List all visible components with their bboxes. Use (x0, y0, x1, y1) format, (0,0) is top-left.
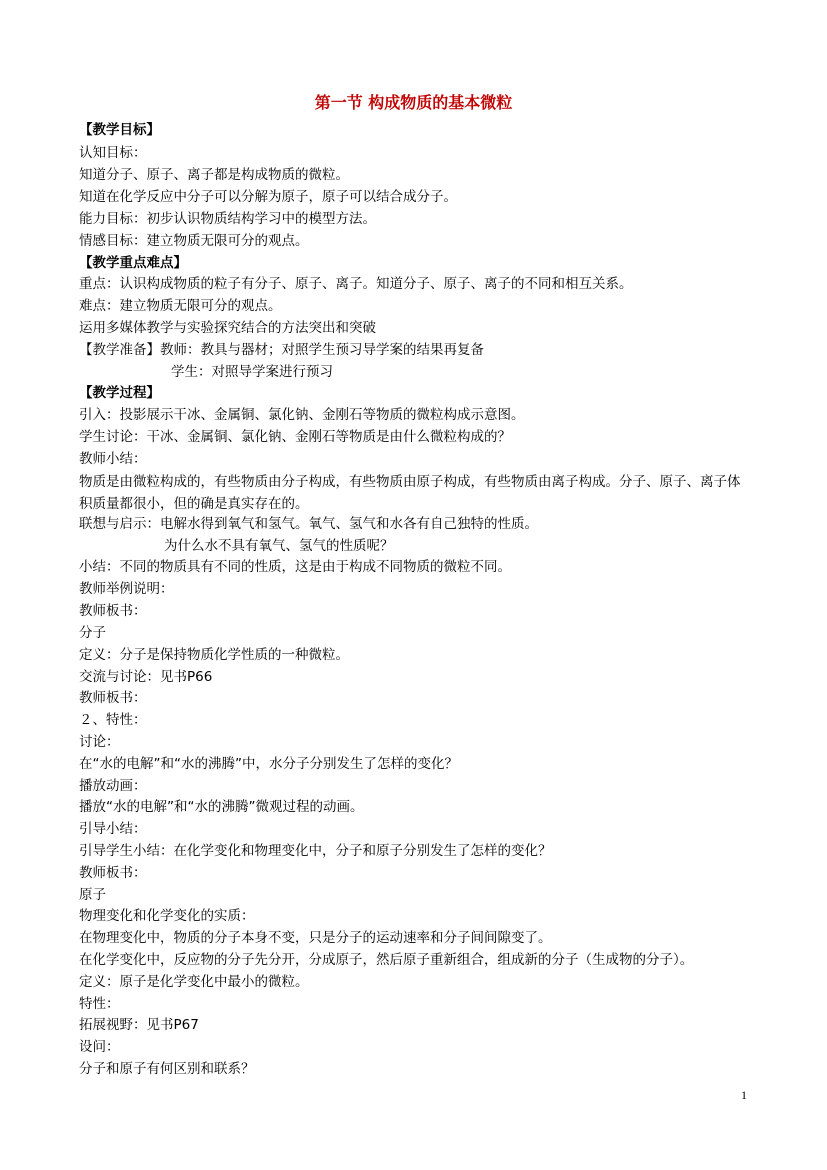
text-line: 认知目标： (79, 145, 147, 161)
page-number: 1 (741, 1088, 747, 1102)
text-line: 分子 (79, 625, 106, 641)
text-line: 知道在化学反应中分子可以分解为原子，原子可以结合成分子。 (79, 189, 457, 205)
text-line: 物理变化和化学变化的实质： (79, 908, 255, 924)
text-line: ２、特性： (79, 712, 147, 728)
text-line: 教师板书： (79, 603, 147, 619)
text-line: 学生讨论：干冰、金属铜、氯化钠、金刚石等物质是由什么微粒构成的？ (79, 429, 511, 445)
text-line: 教师举例说明： (79, 581, 174, 597)
text-line: 定义：分子是保持物质化学性质的一种微粒。 (79, 647, 349, 663)
text-line: 能力目标：初步认识物质结构学习中的模型方法。 (79, 211, 376, 227)
text-line: 难点：建立物质无限可分的观点。 (79, 298, 282, 314)
text-line: 特性： (79, 996, 120, 1012)
text-line: 引导学生小结：在化学变化和物理变化中，分子和原子分别发生了怎样的变化？ (79, 843, 552, 859)
text-line: 重点：认识构成物质的粒子有分子、原子、离子。知道分子、原子、离子的不同和相互关系。 (79, 276, 633, 292)
section-heading-objectives: 【教学目标】 (79, 122, 160, 138)
text-line: 原子 (79, 887, 106, 903)
text-line: 教师小结： (79, 451, 147, 467)
text-line: 交流与讨论：见书P66 (79, 669, 213, 685)
text-line: 情感目标：建立物质无限可分的观点。 (79, 233, 309, 249)
text-line: 在化学变化中，反应物的分子先分开，分成原子，然后原子重新组合，组成新的分子（生成物的分子）。 (79, 952, 694, 968)
text-line: 播放“水的电解”和“水的沸腾”微观过程的动画。 (79, 799, 364, 815)
text-line: 播放动画： (79, 778, 147, 794)
text-line: 分子和原子有何区别和联系？ (79, 1061, 255, 1077)
text-line: 在物理变化中，物质的分子本身不变，只是分子的运动速率和分子间间隙变了。 (79, 930, 552, 946)
text-line: 知道分子、原子、离子都是构成物质的微粒。 (79, 167, 349, 183)
text-paragraph: 物质是由微粒构成的，有些物质由分子构成，有些物质由原子构成，有些物质由离子构成。分子、原子、离子体积质量都很小，但的确是真实存在的。 (79, 474, 741, 512)
section-heading-preparation: 【教学准备】教师：教具与器材；对照学生预习导学案的结果再复备 (79, 342, 484, 358)
text-line: 在“水的电解”和“水的沸腾”中，水分子分别发生了怎样的变化？ (79, 756, 458, 772)
section-heading-process: 【教学过程】 (79, 385, 160, 401)
text-line: 为什么水不具有氧气、氢气的性质呢？ (164, 538, 394, 554)
text-line: 小结：不同的物质具有不同的性质，这是由于构成不同物质的微粒不同。 (79, 559, 511, 575)
text-line: 定义：原子是化学变化中最小的微粒。 (79, 974, 309, 990)
text-line: 学生：对照导学案进行预习 (171, 364, 333, 380)
text-line: 设问： (79, 1039, 120, 1055)
text-line: 联想与启示：电解水得到氧气和氢气。氧气、氢气和水各有自己独特的性质。 (79, 516, 538, 532)
text-line: 讨论： (79, 734, 120, 750)
text-line: 引导小结： (79, 821, 147, 837)
text-line: 运用多媒体教学与实验探究结合的方法突出和突破 (79, 320, 376, 336)
section-heading-key-points: 【教学重点难点】 (79, 255, 187, 271)
text-line: 教师板书： (79, 690, 147, 706)
text-line: 拓展视野：见书P67 (79, 1017, 199, 1033)
text-line: 引入：投影展示干冰、金属铜、氯化钠、金刚石等物质的微粒构成示意图。 (79, 407, 525, 423)
page-title: 第一节 构成物质的基本微粒 (314, 93, 513, 112)
text-line: 教师板书： (79, 865, 147, 881)
